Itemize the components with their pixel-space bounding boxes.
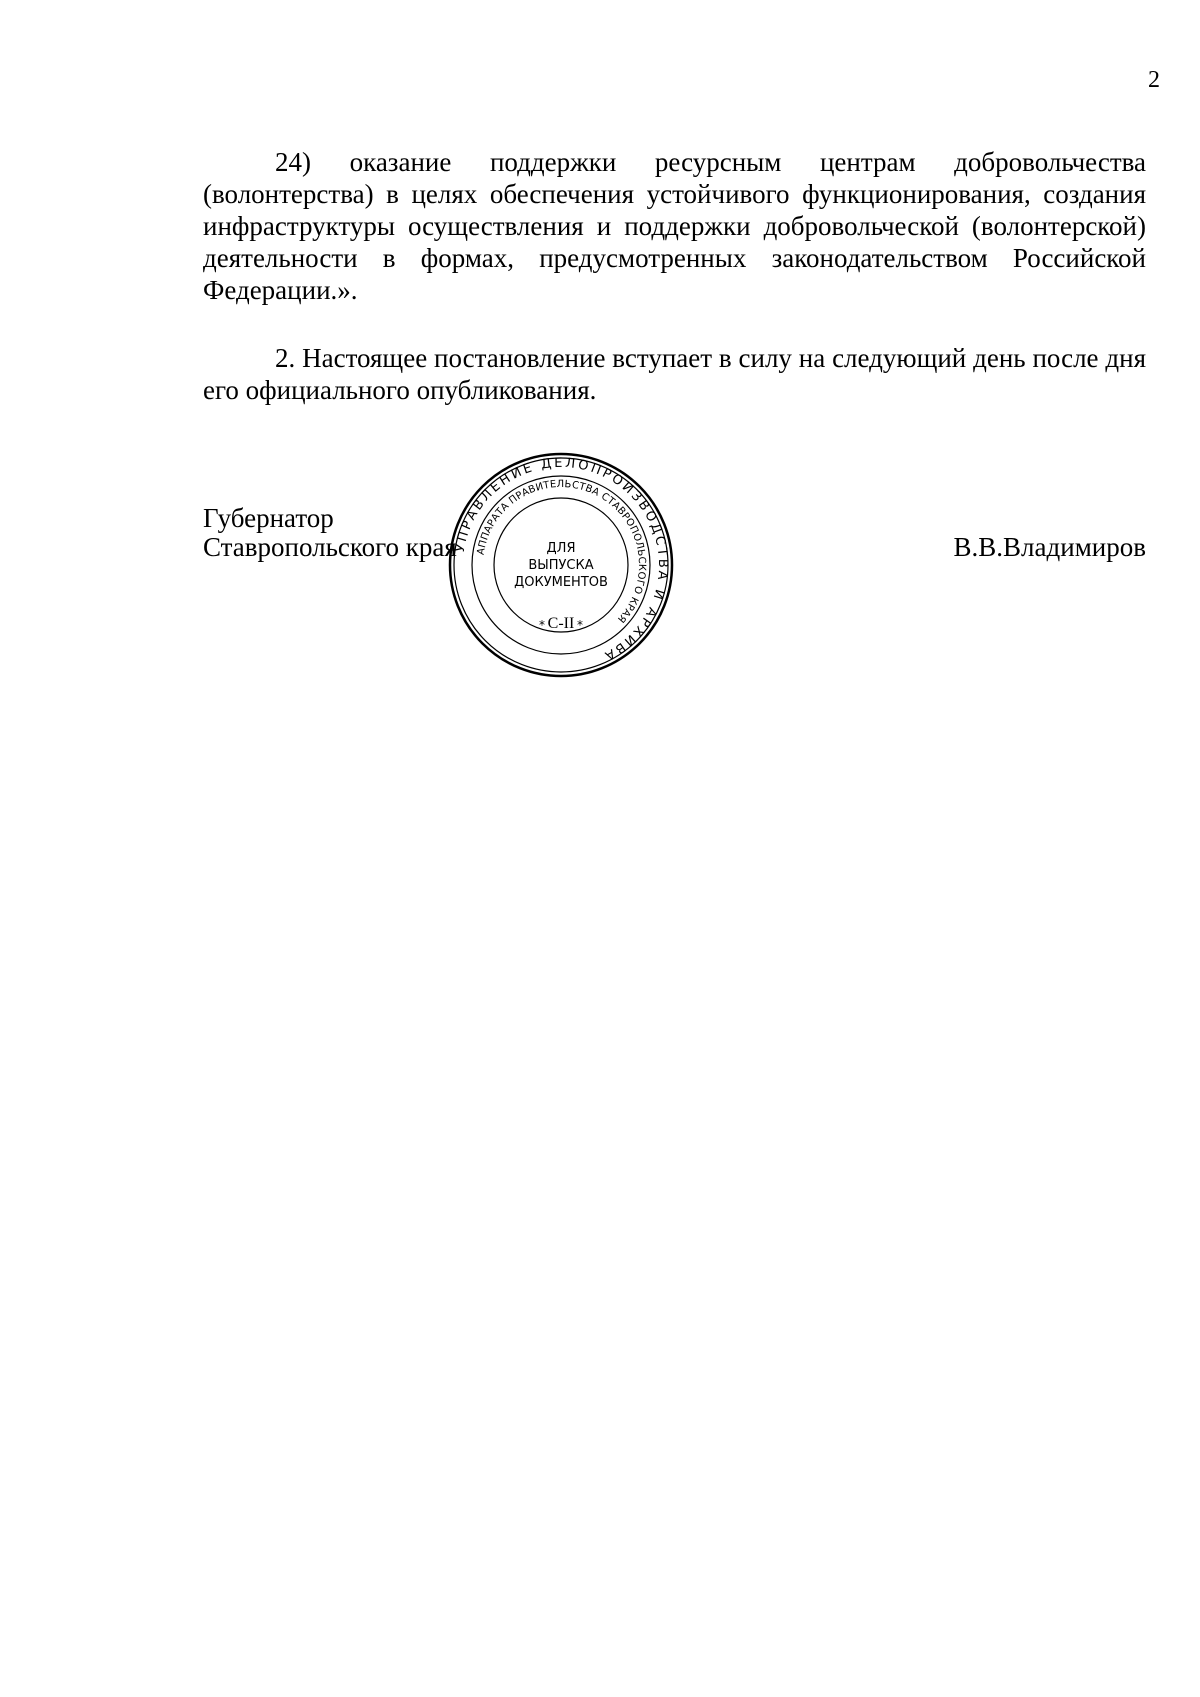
stamp-center-line-2: ВЫПУСКА — [528, 558, 594, 573]
official-stamp — [448, 452, 674, 678]
stamp-inner-text: АППАРАТА ПРАВИТЕЛЬСТВА СТАВРОПОЛЬСКОГО КРАЯ — [475, 478, 648, 625]
paragraph-point-2: 2. Настоящее постановление вступает в силу на следующий день после дня его официального опубликования. — [203, 343, 1146, 405]
stamp-center-line-3: ДОКУМЕНТОВ — [514, 575, 608, 590]
signatory-title — [203, 504, 457, 562]
signatory-title-line-2: Ставропольского края — [203, 532, 457, 562]
stamp-center-line-1: ДЛЯ — [546, 541, 576, 556]
page-number: 2 — [1148, 67, 1160, 93]
stamp-code: С-II — [547, 615, 575, 632]
paragraph-item-24: 24) оказание поддержки ресурсным центрам добровольчества (волонтерства) в целях обеспечения устойчивого функционирования, создания инфраструктуры осуществления и поддержки добровольческой (волонтерской) деятельности в формах, предусмотренных законодательством Российской Федерации.». — [203, 147, 1146, 305]
signatory-name: В.В.Владимиров — [953, 532, 1146, 562]
signatory-title-line-1: Губернатор — [203, 503, 334, 533]
stamp-star-right: * — [577, 618, 583, 632]
stamp-outer-text: УПРАВЛЕНИЕ ДЕЛОПРОИЗВОДСТВА И АРХИВА — [452, 455, 671, 664]
stamp-star-left: * — [539, 618, 545, 632]
